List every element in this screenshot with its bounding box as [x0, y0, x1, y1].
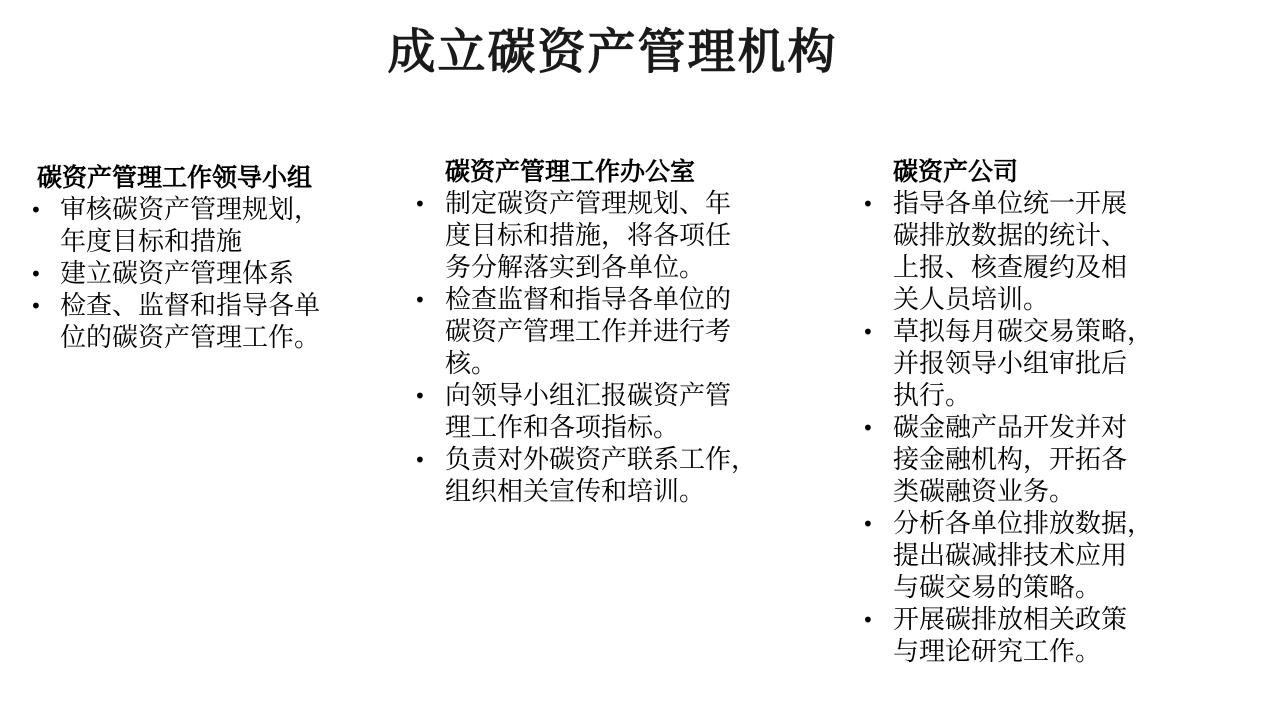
list-item	[860, 316, 1160, 412]
list-item-text: 执行。	[893, 381, 972, 411]
list-item	[860, 604, 1160, 668]
list-item-text: 开展碳排放相关政策	[893, 605, 1128, 635]
column-heading: 碳资产管理工作领导小组	[37, 163, 313, 192]
list-item	[412, 284, 762, 380]
list-item	[30, 290, 350, 354]
list-item-text: 分析各单位排放数据，	[893, 509, 1154, 539]
list-item-text: 建立碳资产管理体系	[60, 259, 295, 289]
list-item-text: 制定碳资产管理规划、年	[445, 189, 732, 219]
bullet-icon: •	[862, 192, 874, 216]
list-item-text: 组织相关宣传和培训。	[445, 477, 706, 507]
list-item-text: 接金融机构，开拓各	[893, 445, 1128, 475]
column-carbon-asset-company	[860, 156, 1160, 668]
bullet-list	[30, 194, 350, 354]
list-item	[860, 188, 1160, 316]
bullet-icon: •	[414, 448, 426, 472]
list-item-text: 核。	[445, 349, 498, 379]
list-item-text: 指导各单位统一开展	[893, 189, 1128, 219]
bullet-icon: •	[862, 320, 874, 344]
bullet-icon: •	[862, 416, 874, 440]
bullet-icon: •	[30, 262, 42, 286]
list-item-text: 碳排放数据的统计、	[893, 221, 1128, 251]
column-heading: 碳资产管理工作办公室	[445, 157, 696, 186]
list-item-text: 年度目标和措施	[60, 227, 243, 257]
list-item-text: 碳金融产品开发并对	[893, 413, 1128, 443]
bullet-icon: •	[414, 192, 426, 216]
bullet-icon: •	[414, 384, 426, 408]
bullet-icon: •	[30, 294, 42, 318]
list-item-text: 检查、监督和指导各单	[60, 291, 321, 321]
list-item	[30, 194, 350, 258]
column-leadership-group	[30, 162, 350, 354]
list-item-text: 审核碳资产管理规划，	[60, 195, 321, 225]
bullet-icon: •	[30, 198, 42, 222]
list-item	[412, 380, 762, 444]
list-item	[412, 444, 762, 508]
list-item-text: 度目标和措施，将各项任	[445, 221, 732, 251]
list-item-text: 关人员培训。	[893, 285, 1050, 315]
bullet-icon: •	[862, 512, 874, 536]
list-item	[860, 508, 1160, 604]
list-item-text: 位的碳资产管理工作。	[60, 323, 321, 353]
list-item-text: 负责对外碳资产联系工作，	[445, 445, 758, 475]
column-management-office	[412, 156, 762, 508]
list-item-text: 上报、核查履约及相	[893, 253, 1128, 283]
bullet-icon: •	[414, 288, 426, 312]
list-item	[412, 188, 762, 284]
list-item-text: 并报领导小组审批后	[893, 349, 1128, 379]
list-item-text: 与碳交易的策略。	[893, 573, 1102, 603]
list-item-text: 提出碳减排技术应用	[893, 541, 1128, 571]
list-item	[30, 258, 350, 290]
list-item-text: 与理论研究工作。	[893, 637, 1102, 667]
list-item-text: 类碳融资业务。	[893, 477, 1076, 507]
list-item-text: 碳资产管理工作并进行考	[445, 317, 732, 347]
bullet-list	[860, 188, 1160, 668]
list-item-text: 检查监督和指导各单位的	[445, 285, 732, 315]
list-item	[860, 412, 1160, 508]
list-item-text: 草拟每月碳交易策略，	[893, 317, 1154, 347]
list-item-text: 理工作和各项指标。	[445, 413, 680, 443]
bullet-list	[412, 188, 762, 508]
column-heading: 碳资产公司	[893, 157, 1019, 186]
list-item-text: 务分解落实到各单位。	[445, 253, 706, 283]
slide-title: 成立碳资产管理机构	[387, 24, 838, 80]
bullet-icon: •	[862, 608, 874, 632]
list-item-text: 向领导小组汇报碳资产管	[445, 381, 732, 411]
